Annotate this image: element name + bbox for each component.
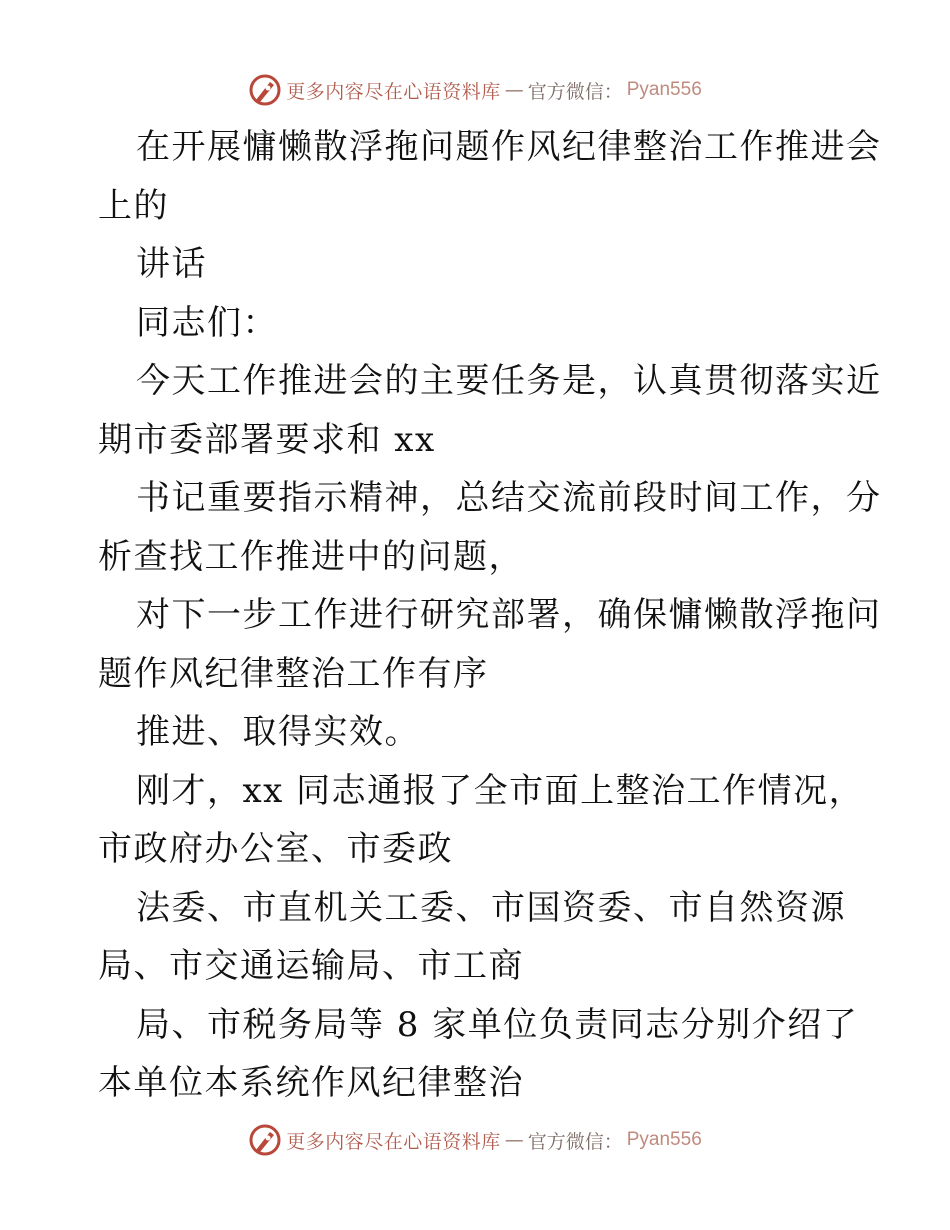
doc-line: 期市委部署要求和 xx bbox=[98, 419, 436, 460]
doc-line: 市政府办公室、市委政 bbox=[98, 829, 453, 869]
doc-line: 同志们： bbox=[136, 302, 278, 343]
pen-logo-icon bbox=[248, 73, 282, 107]
doc-line: 讲话 bbox=[136, 244, 207, 284]
doc-line: 对下一步工作进行研究部署，确保慵懒散浮拖问 bbox=[136, 595, 882, 635]
doc-line: 书记重要指示精神，总结交流前段时间工作，分 bbox=[136, 478, 882, 518]
doc-line: 题作风纪律整治工作有序 bbox=[98, 653, 489, 694]
pen-logo-icon bbox=[248, 1123, 282, 1157]
document-body bbox=[98, 118, 882, 1113]
banner-wechat-id: Pyan556 bbox=[626, 1129, 702, 1150]
doc-line: 析查找工作推进中的问题， bbox=[98, 536, 524, 577]
doc-line: 在开展慵懒散浮拖问题作风纪律整治工作推进会 bbox=[136, 127, 882, 167]
doc-line: 上的 bbox=[98, 185, 169, 226]
doc-line: 法委、市直机关工委、市国资委、市自然资源 bbox=[136, 887, 846, 928]
banner-separator: — bbox=[504, 1129, 524, 1151]
doc-line: 刚才，xx 同志通报了全市面上整治工作情况， bbox=[136, 770, 865, 811]
doc-line: 今天工作推进会的主要任务是，认真贯彻落实近 bbox=[136, 361, 882, 401]
banner-wechat-id: Pyan556 bbox=[626, 79, 702, 100]
doc-line: 局、市交通运输局、市工商 bbox=[98, 946, 524, 986]
banner-title: 更多内容尽在心语资料库 bbox=[286, 1130, 501, 1153]
header-banner bbox=[0, 70, 950, 110]
doc-line: 局、市税务局等 8 家单位负责同志分别介绍了 bbox=[136, 1004, 859, 1045]
banner-wechat-label: 官方微信： bbox=[527, 1130, 623, 1153]
banner-title: 更多内容尽在心语资料库 bbox=[286, 80, 501, 103]
doc-line: 推进、取得实效。 bbox=[136, 712, 420, 752]
banner-separator: — bbox=[504, 79, 524, 101]
banner-wechat-label: 官方微信： bbox=[527, 80, 623, 103]
doc-line: 本单位本系统作风纪律整治 bbox=[98, 1063, 524, 1103]
footer-banner bbox=[0, 1120, 950, 1160]
